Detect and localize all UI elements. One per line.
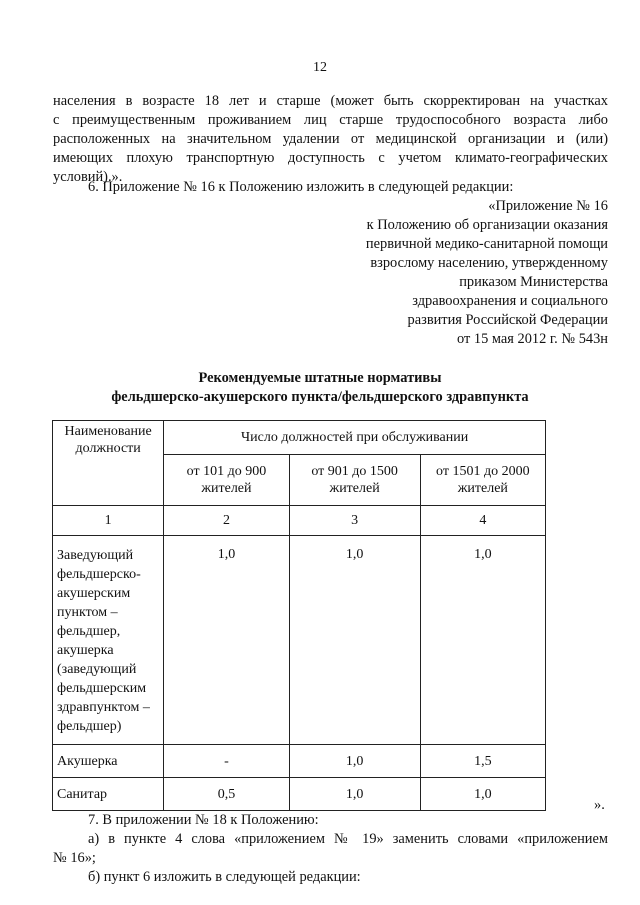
column-number: 1 <box>53 506 164 536</box>
position-name: Санитар <box>53 778 164 811</box>
subheader-col-4: от 1501 до 2000 жителей <box>420 455 545 506</box>
item-7a <box>53 830 608 868</box>
table-row <box>53 536 546 745</box>
column-number-row <box>53 506 546 536</box>
column-number: 2 <box>164 506 289 536</box>
table-header-row <box>53 421 546 455</box>
annex-line: от 15 мая 2012 г. № 543н <box>457 331 608 347</box>
page-number: 12 <box>313 60 327 75</box>
annex-line: к Положению об организации оказания <box>366 217 608 233</box>
annex-line: развития Российской Федерации <box>407 312 608 328</box>
position-value: 1,0 <box>420 778 545 811</box>
intro-line: населения в возрасте 18 лет и старше (может быть скорректирован на участках <box>53 93 608 109</box>
position-name: Заведующий фельдшерско-акушерским пунктом – фельдшер, акушерка (заведующий фельдшерским здравпунктом – фельдшер) <box>53 536 164 745</box>
item-7b: б) пункт 6 изложить в следующей редакции: <box>88 869 361 885</box>
annex-line: приказом Министерства <box>459 274 608 290</box>
intro-line: имеющих плохую транспортную доступность с учетом климато-географических <box>53 150 608 166</box>
column-number: 4 <box>420 506 545 536</box>
closing-quote: ». <box>594 797 605 813</box>
subheader-col-2: от 101 до 900 жителей <box>164 455 289 506</box>
column-number: 3 <box>289 506 420 536</box>
header-position: Наименование должности <box>53 421 164 506</box>
intro-line: с преимущественным проживанием лиц старше трудоспособного возраста либо <box>53 112 608 128</box>
table-row <box>53 745 546 778</box>
item-6: 6. Приложение № 16 к Положению изложить в следующей редакции: <box>88 179 514 195</box>
position-value: 1,0 <box>420 536 545 745</box>
position-name: Акушерка <box>53 745 164 778</box>
header-group: Число должностей при обслуживании <box>164 421 546 455</box>
annex-line: здравоохранения и социального <box>412 293 608 309</box>
intro-line: условий).». <box>53 169 123 185</box>
intro-line: расположенных на значительном удалении от медицинской организации и (или) <box>53 131 608 147</box>
intro-paragraph <box>53 92 608 187</box>
position-value: 1,0 <box>289 536 420 745</box>
position-value: - <box>164 745 289 778</box>
position-value: 1,5 <box>420 745 545 778</box>
position-value: 0,5 <box>164 778 289 811</box>
annex-line: взрослому населению, утвержденному <box>370 255 608 271</box>
item-7: 7. В приложении № 18 к Положению: <box>88 812 319 828</box>
table-row <box>53 778 546 811</box>
position-value: 1,0 <box>289 745 420 778</box>
item-7a-line: № 16»; <box>53 850 96 866</box>
position-value: 1,0 <box>164 536 289 745</box>
subheader-col-3: от 901 до 1500 жителей <box>289 455 420 506</box>
table-title-line-1: Рекомендуемые штатные нормативы <box>198 370 442 386</box>
annex-header <box>338 197 608 349</box>
annex-line: «Приложение № 16 <box>488 198 608 214</box>
position-value: 1,0 <box>289 778 420 811</box>
annex-line: первичной медико-санитарной помощи <box>365 236 608 252</box>
staffing-table <box>52 420 546 811</box>
item-7a-line: а) в пункте 4 слова «приложением № 19» заменить словами «приложением <box>88 831 608 847</box>
table-title-line-2: фельдшерско-акушерского пункта/фельдшерского здравпункта <box>111 389 529 405</box>
